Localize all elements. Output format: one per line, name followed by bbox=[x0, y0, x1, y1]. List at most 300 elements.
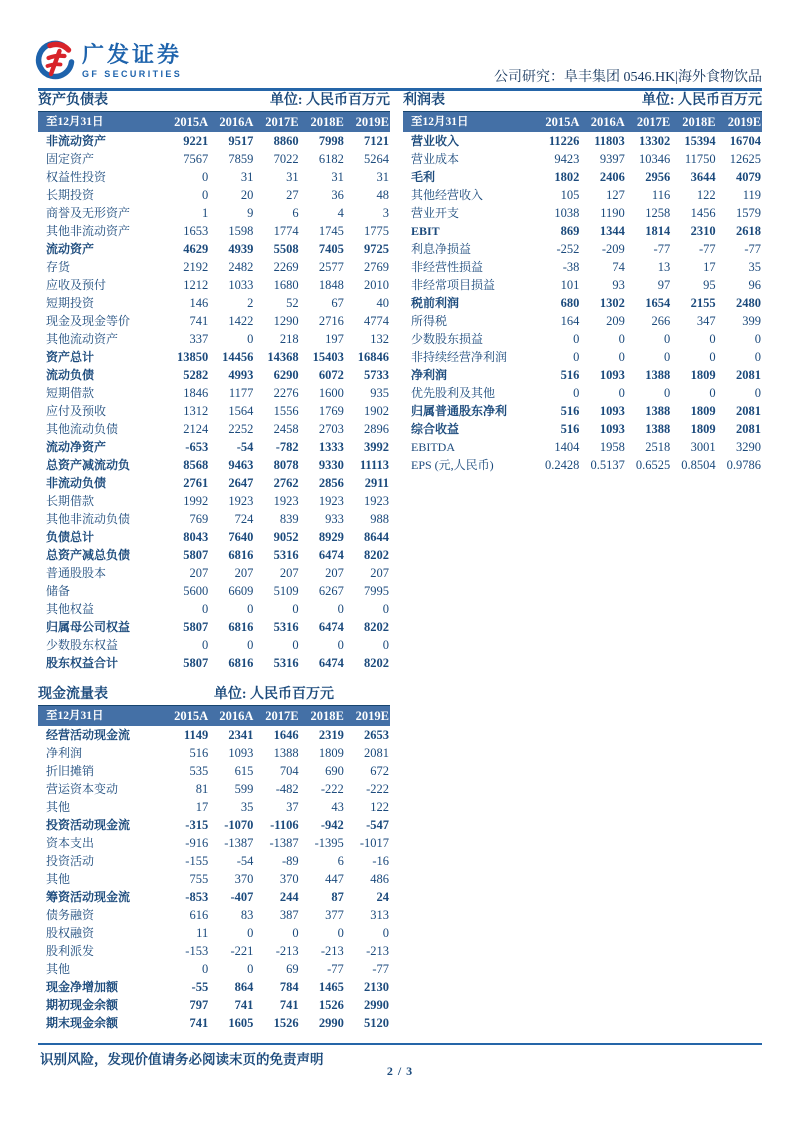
row-label: 短期投资 bbox=[46, 296, 95, 310]
table-row bbox=[403, 168, 762, 186]
table-row bbox=[403, 420, 762, 438]
cell-value: 2081 bbox=[736, 422, 762, 436]
cell-value: 1258 bbox=[645, 206, 671, 220]
cell-value: 4079 bbox=[736, 170, 762, 184]
cell-value: 6267 bbox=[318, 584, 344, 598]
cell-value: 516 bbox=[560, 422, 580, 436]
table-row bbox=[38, 294, 390, 312]
cell-value: -222 bbox=[320, 782, 344, 796]
cell-value: 672 bbox=[370, 764, 390, 778]
row-label: 股权融资 bbox=[46, 926, 95, 940]
cell-value: 1923 bbox=[273, 494, 299, 508]
cell-value: 0.5137 bbox=[590, 458, 625, 472]
cell-value: 0 bbox=[247, 638, 254, 652]
cell-value: 741 bbox=[234, 998, 254, 1012]
cell-value: 4774 bbox=[364, 314, 390, 328]
row-label: 非经营性损益 bbox=[411, 260, 484, 274]
cell-value: 5264 bbox=[364, 152, 390, 166]
table-row bbox=[403, 348, 762, 366]
cell-value: 370 bbox=[279, 872, 299, 886]
table-row bbox=[38, 726, 390, 744]
cell-value: 2406 bbox=[599, 170, 625, 184]
cell-value: 11750 bbox=[684, 152, 716, 166]
cell-value: 864 bbox=[234, 980, 254, 994]
brand-cn-name: 广发证券 bbox=[82, 41, 183, 67]
table-row bbox=[38, 600, 390, 618]
row-label: 归属普通股东净利 bbox=[411, 404, 508, 418]
cell-value: -209 bbox=[601, 242, 625, 256]
cell-value: 6182 bbox=[318, 152, 344, 166]
cell-value: 69 bbox=[286, 962, 299, 976]
cell-value: 1902 bbox=[364, 404, 390, 418]
row-label: 固定资产 bbox=[46, 152, 95, 166]
table-title-row bbox=[38, 688, 390, 706]
cell-value: -213 bbox=[320, 944, 344, 958]
table-row bbox=[403, 186, 762, 204]
cell-value: 14368 bbox=[267, 350, 299, 364]
cell-value: 209 bbox=[606, 314, 625, 328]
cell-value: 122 bbox=[370, 800, 390, 814]
cell-value: -1017 bbox=[359, 836, 390, 850]
cell-value: 839 bbox=[279, 512, 299, 526]
cell-value: 5282 bbox=[183, 368, 209, 382]
row-label: 总资产减流动负 bbox=[46, 458, 131, 472]
cell-value: 1465 bbox=[318, 980, 344, 994]
cell-value: 516 bbox=[189, 746, 209, 760]
cell-value: 4939 bbox=[228, 242, 254, 256]
year-column-header: 2016A bbox=[219, 115, 254, 129]
cell-value: -38 bbox=[562, 260, 580, 274]
row-label: 非流动负债 bbox=[46, 476, 107, 490]
cell-value: 36 bbox=[331, 188, 344, 202]
row-label: 期初现金余额 bbox=[46, 998, 119, 1012]
cell-value: 1579 bbox=[736, 206, 762, 220]
year-column-header: 2019E bbox=[355, 709, 390, 723]
cell-value: 1598 bbox=[228, 224, 254, 238]
cell-value: 5316 bbox=[273, 548, 299, 562]
row-label: 非持续经营净利润 bbox=[411, 350, 508, 364]
row-label: 期末现金余额 bbox=[46, 1016, 119, 1030]
table-row bbox=[38, 438, 390, 456]
cell-value: 2762 bbox=[273, 476, 299, 490]
cell-value: -213 bbox=[366, 944, 390, 958]
cell-value: 35 bbox=[240, 800, 254, 814]
cell-value: 0 bbox=[337, 602, 344, 616]
row-label: 现金及现金等价 bbox=[46, 314, 131, 328]
table-row bbox=[38, 384, 390, 402]
cell-value: 6474 bbox=[318, 548, 344, 562]
cell-value: 1 bbox=[201, 206, 209, 220]
row-label: 流动净资产 bbox=[46, 440, 107, 454]
row-label: 投资活动 bbox=[46, 854, 95, 868]
cell-value: 7640 bbox=[228, 530, 254, 544]
row-label: 税前利润 bbox=[411, 296, 460, 310]
row-label: 债务融资 bbox=[46, 908, 95, 922]
cell-value: 2 bbox=[247, 296, 254, 310]
table-title-row bbox=[403, 94, 762, 112]
cell-value: 0 bbox=[201, 602, 209, 616]
row-label: EBITDA bbox=[411, 440, 455, 454]
cell-value: 5807 bbox=[183, 620, 209, 634]
table-row bbox=[38, 510, 390, 528]
table-unit: 单位: 人民币百万元 bbox=[641, 93, 762, 108]
cell-value: 0 bbox=[709, 350, 716, 364]
cell-value: 95 bbox=[703, 278, 716, 292]
cell-value: 8202 bbox=[364, 620, 390, 634]
cell-value: 1344 bbox=[599, 224, 625, 238]
cell-value: 7121 bbox=[364, 134, 390, 148]
cell-value: 207 bbox=[370, 566, 390, 580]
cell-value: 1809 bbox=[690, 368, 716, 382]
cell-value: 797 bbox=[189, 998, 209, 1012]
cell-value: 1654 bbox=[645, 296, 671, 310]
cell-value: 8568 bbox=[183, 458, 209, 472]
table-row bbox=[403, 132, 762, 150]
table-unit: 单位: 人民币百万元 bbox=[269, 93, 390, 108]
cell-value: 0 bbox=[754, 350, 762, 364]
table-row bbox=[38, 546, 390, 564]
row-label: 其他非流动资产 bbox=[46, 224, 131, 238]
row-label: 资产总计 bbox=[46, 350, 95, 364]
cell-value: 1333 bbox=[318, 440, 344, 454]
cell-value: 1564 bbox=[228, 404, 254, 418]
row-label: 负债总计 bbox=[46, 530, 95, 544]
cell-value: 0 bbox=[573, 332, 580, 346]
cell-value: 9423 bbox=[554, 152, 580, 166]
cell-value: 9517 bbox=[228, 134, 254, 148]
cell-value: -16 bbox=[372, 854, 390, 868]
cell-value: 1680 bbox=[273, 278, 299, 292]
row-label: 毛利 bbox=[411, 170, 436, 184]
cell-value: 9463 bbox=[228, 458, 254, 472]
cell-value: 2911 bbox=[364, 476, 390, 490]
cell-value: 8078 bbox=[273, 458, 299, 472]
cell-value: 0 bbox=[709, 386, 716, 400]
row-label: 其他 bbox=[46, 872, 71, 886]
cell-value: 935 bbox=[370, 386, 390, 400]
cell-value: -89 bbox=[281, 854, 299, 868]
table-row bbox=[38, 330, 390, 348]
cell-value: 0 bbox=[618, 386, 625, 400]
cell-value: 2956 bbox=[645, 170, 671, 184]
cell-value: 0 bbox=[618, 350, 625, 364]
cell-value: 164 bbox=[560, 314, 580, 328]
table-row bbox=[403, 384, 762, 402]
table-row bbox=[38, 762, 390, 780]
table-row bbox=[38, 780, 390, 798]
table-row bbox=[38, 492, 390, 510]
row-label: 营运资本变动 bbox=[46, 782, 119, 796]
cell-value: 2341 bbox=[228, 728, 254, 742]
cell-value: 2010 bbox=[364, 278, 390, 292]
cell-value: 2896 bbox=[364, 422, 390, 436]
cell-value: 0 bbox=[292, 638, 299, 652]
date-header: 至12月31日 bbox=[411, 116, 469, 128]
cell-value: 0 bbox=[201, 638, 209, 652]
gf-logo-icon bbox=[35, 40, 75, 82]
cell-value: 132 bbox=[370, 332, 390, 346]
cell-value: 5316 bbox=[273, 620, 299, 634]
cell-value: 13302 bbox=[638, 134, 671, 148]
cell-value: 13850 bbox=[176, 350, 209, 364]
cell-value: -315 bbox=[185, 818, 209, 832]
cell-value: -782 bbox=[275, 440, 299, 454]
cell-value: 17 bbox=[703, 260, 716, 274]
cell-value: 116 bbox=[651, 188, 671, 202]
cell-value: 3 bbox=[382, 206, 390, 220]
table-row bbox=[38, 474, 390, 492]
row-label: 其他流动资产 bbox=[46, 332, 119, 346]
cell-value: 31 bbox=[286, 170, 299, 184]
cell-value: 24 bbox=[376, 890, 390, 904]
cell-value: 9725 bbox=[364, 242, 390, 256]
row-label: 其他经营收入 bbox=[411, 188, 484, 202]
cell-value: 48 bbox=[376, 188, 390, 202]
cell-value: 6816 bbox=[228, 548, 254, 562]
year-column-header: 2018E bbox=[682, 115, 716, 129]
cell-value: 0 bbox=[618, 332, 625, 346]
cell-value: 516 bbox=[560, 404, 580, 418]
cell-value: -853 bbox=[185, 890, 209, 904]
cell-value: 337 bbox=[189, 332, 209, 346]
cash-flow-area bbox=[38, 688, 390, 1032]
cell-value: 7405 bbox=[318, 242, 344, 256]
row-label: 其他 bbox=[46, 962, 71, 976]
cell-value: 2458 bbox=[273, 422, 299, 436]
cell-value: 8202 bbox=[364, 548, 390, 562]
cell-value: -252 bbox=[556, 242, 580, 256]
cell-value: 0 bbox=[573, 350, 580, 364]
table-header-row bbox=[38, 112, 390, 132]
cell-value: 2647 bbox=[228, 476, 254, 490]
table-row bbox=[38, 924, 390, 942]
row-label: 营业开支 bbox=[411, 206, 460, 220]
cell-value: -1387 bbox=[224, 836, 254, 850]
table-title: 资产负债表 bbox=[38, 93, 108, 108]
cell-value: 0 bbox=[201, 170, 209, 184]
table-row bbox=[403, 258, 762, 276]
cell-value: 1456 bbox=[690, 206, 716, 220]
cell-value: 207 bbox=[279, 566, 299, 580]
cell-value: 207 bbox=[189, 566, 209, 580]
cell-value: 5600 bbox=[183, 584, 209, 598]
cell-value: 7998 bbox=[318, 134, 344, 148]
row-label: 净利润 bbox=[411, 368, 448, 382]
cell-value: 0 bbox=[663, 350, 671, 364]
table-row bbox=[38, 834, 390, 852]
cell-value: 6474 bbox=[318, 620, 344, 634]
cell-value: 5109 bbox=[273, 584, 299, 598]
cell-value: 2155 bbox=[690, 296, 716, 310]
cell-value: 1388 bbox=[273, 746, 299, 760]
cell-value: 11803 bbox=[594, 134, 625, 148]
cell-value: 2856 bbox=[318, 476, 344, 490]
cell-value: 0 bbox=[754, 386, 762, 400]
page-number: 2 / 3 bbox=[386, 1064, 414, 1078]
table-row bbox=[403, 456, 762, 474]
table-row bbox=[403, 312, 762, 330]
cell-value: 0.8504 bbox=[681, 458, 716, 472]
year-column-header: 2017E bbox=[636, 115, 671, 129]
cell-value: 7567 bbox=[183, 152, 209, 166]
cell-value: -155 bbox=[185, 854, 209, 868]
cell-value: 8929 bbox=[318, 530, 344, 544]
cell-value: 599 bbox=[234, 782, 254, 796]
cell-value: 1190 bbox=[600, 206, 625, 220]
cell-value: 1093 bbox=[599, 404, 625, 418]
cell-value: 1605 bbox=[228, 1016, 254, 1030]
cell-value: 1848 bbox=[318, 278, 344, 292]
cell-value: -916 bbox=[185, 836, 209, 850]
row-label: 股东权益合计 bbox=[46, 656, 119, 670]
cell-value: -213 bbox=[275, 944, 299, 958]
cell-value: 10346 bbox=[638, 152, 671, 166]
cell-value: 11113 bbox=[359, 458, 390, 472]
cell-value: -407 bbox=[230, 890, 254, 904]
cell-value: 1177 bbox=[228, 386, 254, 400]
row-label: 非流动资产 bbox=[46, 134, 107, 148]
cell-value: -482 bbox=[275, 782, 299, 796]
table-row bbox=[403, 330, 762, 348]
cell-value: 9052 bbox=[273, 530, 299, 544]
row-label: 营业成本 bbox=[411, 152, 460, 166]
year-column-header: 2017E bbox=[265, 115, 299, 129]
table-title-row bbox=[38, 94, 390, 112]
date-header: 至12月31日 bbox=[46, 116, 104, 128]
table-row bbox=[38, 186, 390, 204]
table-header-row bbox=[38, 706, 390, 726]
cell-value: 741 bbox=[189, 314, 209, 328]
cell-value: 1809 bbox=[690, 404, 716, 418]
cell-value: 6609 bbox=[228, 584, 254, 598]
cell-value: 0 bbox=[382, 926, 390, 940]
cell-value: 9221 bbox=[183, 134, 209, 148]
row-label: 长期借款 bbox=[46, 494, 95, 508]
cell-value: 3290 bbox=[736, 440, 762, 454]
table-body bbox=[38, 726, 390, 1032]
row-label: 普通股股本 bbox=[46, 566, 107, 580]
cell-value: 7995 bbox=[364, 584, 390, 598]
row-label: 股利派发 bbox=[46, 944, 95, 958]
cell-value: 704 bbox=[279, 764, 299, 778]
row-label: 流动负债 bbox=[46, 368, 95, 382]
cell-value: 1422 bbox=[228, 314, 254, 328]
cell-value: 0 bbox=[201, 188, 209, 202]
cell-value: 0.2428 bbox=[545, 458, 580, 472]
cell-value: 2310 bbox=[690, 224, 716, 238]
table-row bbox=[38, 798, 390, 816]
cell-value: 2653 bbox=[364, 728, 390, 742]
cell-value: 370 bbox=[234, 872, 254, 886]
cell-value: 81 bbox=[195, 782, 209, 796]
table-row bbox=[38, 1014, 390, 1032]
cell-value: 1653 bbox=[183, 224, 209, 238]
table-row bbox=[403, 438, 762, 456]
cell-value: 313 bbox=[370, 908, 390, 922]
row-label: 总资产减总负债 bbox=[46, 548, 131, 562]
cell-value: 1775 bbox=[364, 224, 390, 238]
cell-value: 0 bbox=[382, 638, 390, 652]
cell-value: 15403 bbox=[312, 350, 344, 364]
brand bbox=[35, 40, 182, 82]
cell-value: 5120 bbox=[364, 1016, 390, 1030]
cell-value: 13 bbox=[657, 260, 671, 274]
cell-value: 12625 bbox=[729, 152, 762, 166]
cell-value: 1302 bbox=[599, 296, 625, 310]
table-row bbox=[38, 744, 390, 762]
table-unit: 单位: 人民币百万元 bbox=[213, 687, 334, 702]
cell-value: -222 bbox=[366, 782, 390, 796]
cell-value: 97 bbox=[657, 278, 671, 292]
cell-value: -1070 bbox=[224, 818, 254, 832]
cell-value: 784 bbox=[279, 980, 299, 994]
cell-value: 690 bbox=[325, 764, 344, 778]
cell-value: 1923 bbox=[228, 494, 254, 508]
cell-value: 31 bbox=[331, 170, 344, 184]
cell-value: 4 bbox=[337, 206, 344, 220]
cell-value: 1149 bbox=[183, 728, 209, 742]
table-row bbox=[38, 906, 390, 924]
cell-value: 218 bbox=[279, 332, 299, 346]
cell-value: 207 bbox=[325, 566, 344, 580]
cell-value: 6 bbox=[292, 206, 299, 220]
table-row bbox=[38, 582, 390, 600]
cell-value: 5807 bbox=[183, 656, 209, 670]
cell-value: 988 bbox=[370, 512, 390, 526]
cell-value: 1526 bbox=[273, 1016, 299, 1030]
cell-value: 0 bbox=[663, 386, 671, 400]
cell-value: -547 bbox=[366, 818, 390, 832]
table-row bbox=[38, 942, 390, 960]
cell-value: 2618 bbox=[736, 224, 762, 238]
cell-value: -55 bbox=[191, 980, 209, 994]
cell-value: -77 bbox=[698, 242, 716, 256]
cell-value: 1033 bbox=[228, 278, 254, 292]
table-row bbox=[38, 960, 390, 978]
cell-value: 741 bbox=[189, 1016, 209, 1030]
cell-value: 119 bbox=[742, 188, 762, 202]
cell-value: 0 bbox=[337, 638, 344, 652]
table-row bbox=[38, 240, 390, 258]
date-header: 至12月31日 bbox=[46, 710, 104, 722]
cell-value: 1745 bbox=[318, 224, 344, 238]
cell-value: 0.6525 bbox=[635, 458, 671, 472]
table-row bbox=[403, 276, 762, 294]
row-label: 营业收入 bbox=[411, 134, 460, 148]
row-label: 短期借款 bbox=[46, 386, 95, 400]
cell-value: 4629 bbox=[183, 242, 209, 256]
cell-value: 20 bbox=[240, 188, 254, 202]
table-row bbox=[38, 204, 390, 222]
cell-value: 1923 bbox=[318, 494, 344, 508]
cell-value: 2276 bbox=[273, 386, 299, 400]
cell-value: 96 bbox=[748, 278, 762, 292]
year-column-header: 2016A bbox=[590, 115, 625, 129]
cell-value: 3001 bbox=[690, 440, 716, 454]
row-label: 归属母公司权益 bbox=[46, 620, 131, 634]
cell-value: 0 bbox=[292, 926, 299, 940]
row-label: 少数股东权益 bbox=[46, 638, 119, 652]
cell-value: 0 bbox=[754, 332, 762, 346]
cell-value: -1387 bbox=[269, 836, 299, 850]
cell-value: 101 bbox=[560, 278, 580, 292]
cell-value: 197 bbox=[325, 332, 344, 346]
table-row bbox=[38, 276, 390, 294]
cell-value: 1769 bbox=[318, 404, 344, 418]
cell-value: 2130 bbox=[364, 980, 390, 994]
table-row bbox=[38, 420, 390, 438]
cell-value: 2081 bbox=[364, 746, 390, 760]
